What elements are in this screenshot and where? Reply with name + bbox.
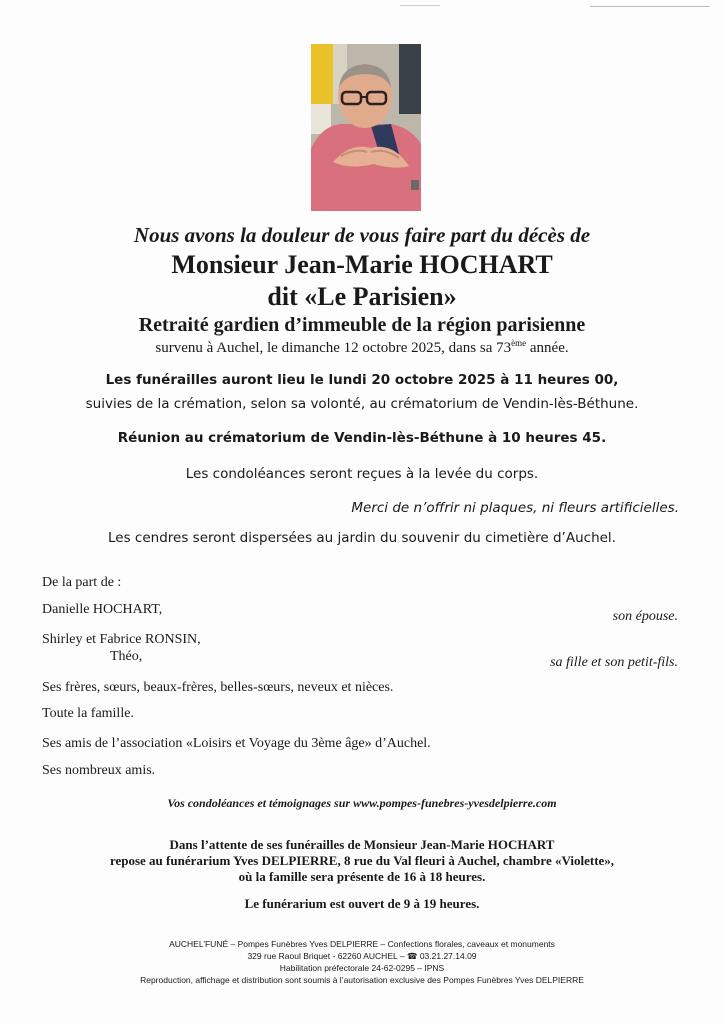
rest-line-2: repose au funérarium Yves DELPIERRE, 8 rue du Val fleuri à Auchel, chambre «Violette», xyxy=(109,853,615,868)
footer-address-text: 329 rue Raoul Briquet - 62260 AUCHEL – xyxy=(247,951,407,961)
daughter-names: Shirley et Fabrice RONSIN, xyxy=(42,632,201,647)
no-flowers-note: Merci de n’offrir ni plaques, ni fleurs artificielles. xyxy=(351,500,679,516)
footer-company: AUCHEL’FUNÉ – Pompes Funèbres Yves DELPIERRE – Confections florales, caveaux et monuments xyxy=(169,939,555,949)
death-date-text: survenu à Auchel, le dimanche 12 octobre 2025, dans sa 73 xyxy=(155,340,512,356)
meeting-info: Réunion au crématorium de Vendin-lès-Béthune à 10 heures 45. xyxy=(117,430,607,446)
rest-line-3: où la famille sera présente de 16 à 18 heures. xyxy=(238,869,486,884)
death-date-end: année. xyxy=(526,340,569,356)
footer-phone: 03.21.27.14.09 xyxy=(417,951,477,961)
friends-association-line: Ses amis de l’association «Loisirs et Voyage du 3ème âge» d’Auchel. xyxy=(42,736,431,751)
rest-line-1: Dans l’attente de ses funérailles de Monsieur Jean-Marie HOCHART xyxy=(169,837,555,852)
family-header: De la part de : xyxy=(42,575,122,590)
funeral-date: Les funérailles auront lieu le lundi 20 octobre 2025 à 11 heures 00, xyxy=(105,372,619,388)
death-date xyxy=(0,338,724,357)
scan-mark xyxy=(590,6,710,7)
nickname: dit «Le Parisien» xyxy=(267,282,457,311)
footer-address xyxy=(0,951,724,962)
website-note: Vos condoléances et témoignages sur www.pompes-funebres-yvesdelpierre.com xyxy=(167,796,557,810)
ashes-info: Les cendres seront dispersées au jardin du souvenir du cimetière d’Auchel. xyxy=(108,530,616,546)
daughter-role: sa fille et son petit-fils. xyxy=(550,655,678,670)
footer-rights: Reproduction, affichage et distribution sont soumis à l’autorisation exclusive des Pompes Funèbres Yves DELPIERRE xyxy=(140,975,584,985)
deceased-name: Monsieur Jean-Marie HOCHART xyxy=(171,250,553,279)
all-family-line: Toute la famille. xyxy=(42,706,134,721)
intro-text: Nous avons la douleur de vous faire part du décès de xyxy=(133,223,591,247)
profession: Retraité gardien d’immeuble de la région parisienne xyxy=(138,314,586,336)
phone-icon: ☎ xyxy=(406,951,418,961)
condolences-info: Les condoléances seront reçues à la levée du corps. xyxy=(185,466,539,482)
footer-license: Habilitation préfectorale 24-62-0295 – IPNS xyxy=(279,963,445,973)
portrait-photo xyxy=(311,44,421,211)
siblings-line: Ses frères, sœurs, beaux-frères, belles-sœurs, neveux et nièces. xyxy=(42,680,394,695)
spouse-role: son épouse. xyxy=(612,609,678,624)
funerarium-hours: Le funérarium est ouvert de 9 à 19 heures. xyxy=(244,896,480,911)
spouse-name: Danielle HOCHART, xyxy=(42,602,163,617)
grandson-name: Théo, xyxy=(110,649,143,664)
scan-mark xyxy=(400,5,440,6)
cremation-info: suivies de la crémation, selon sa volonté, au crématorium de Vendin-lès-Béthune. xyxy=(85,396,639,412)
friends-line: Ses nombreux amis. xyxy=(42,763,156,778)
death-date-ordinal: ème xyxy=(511,338,527,348)
